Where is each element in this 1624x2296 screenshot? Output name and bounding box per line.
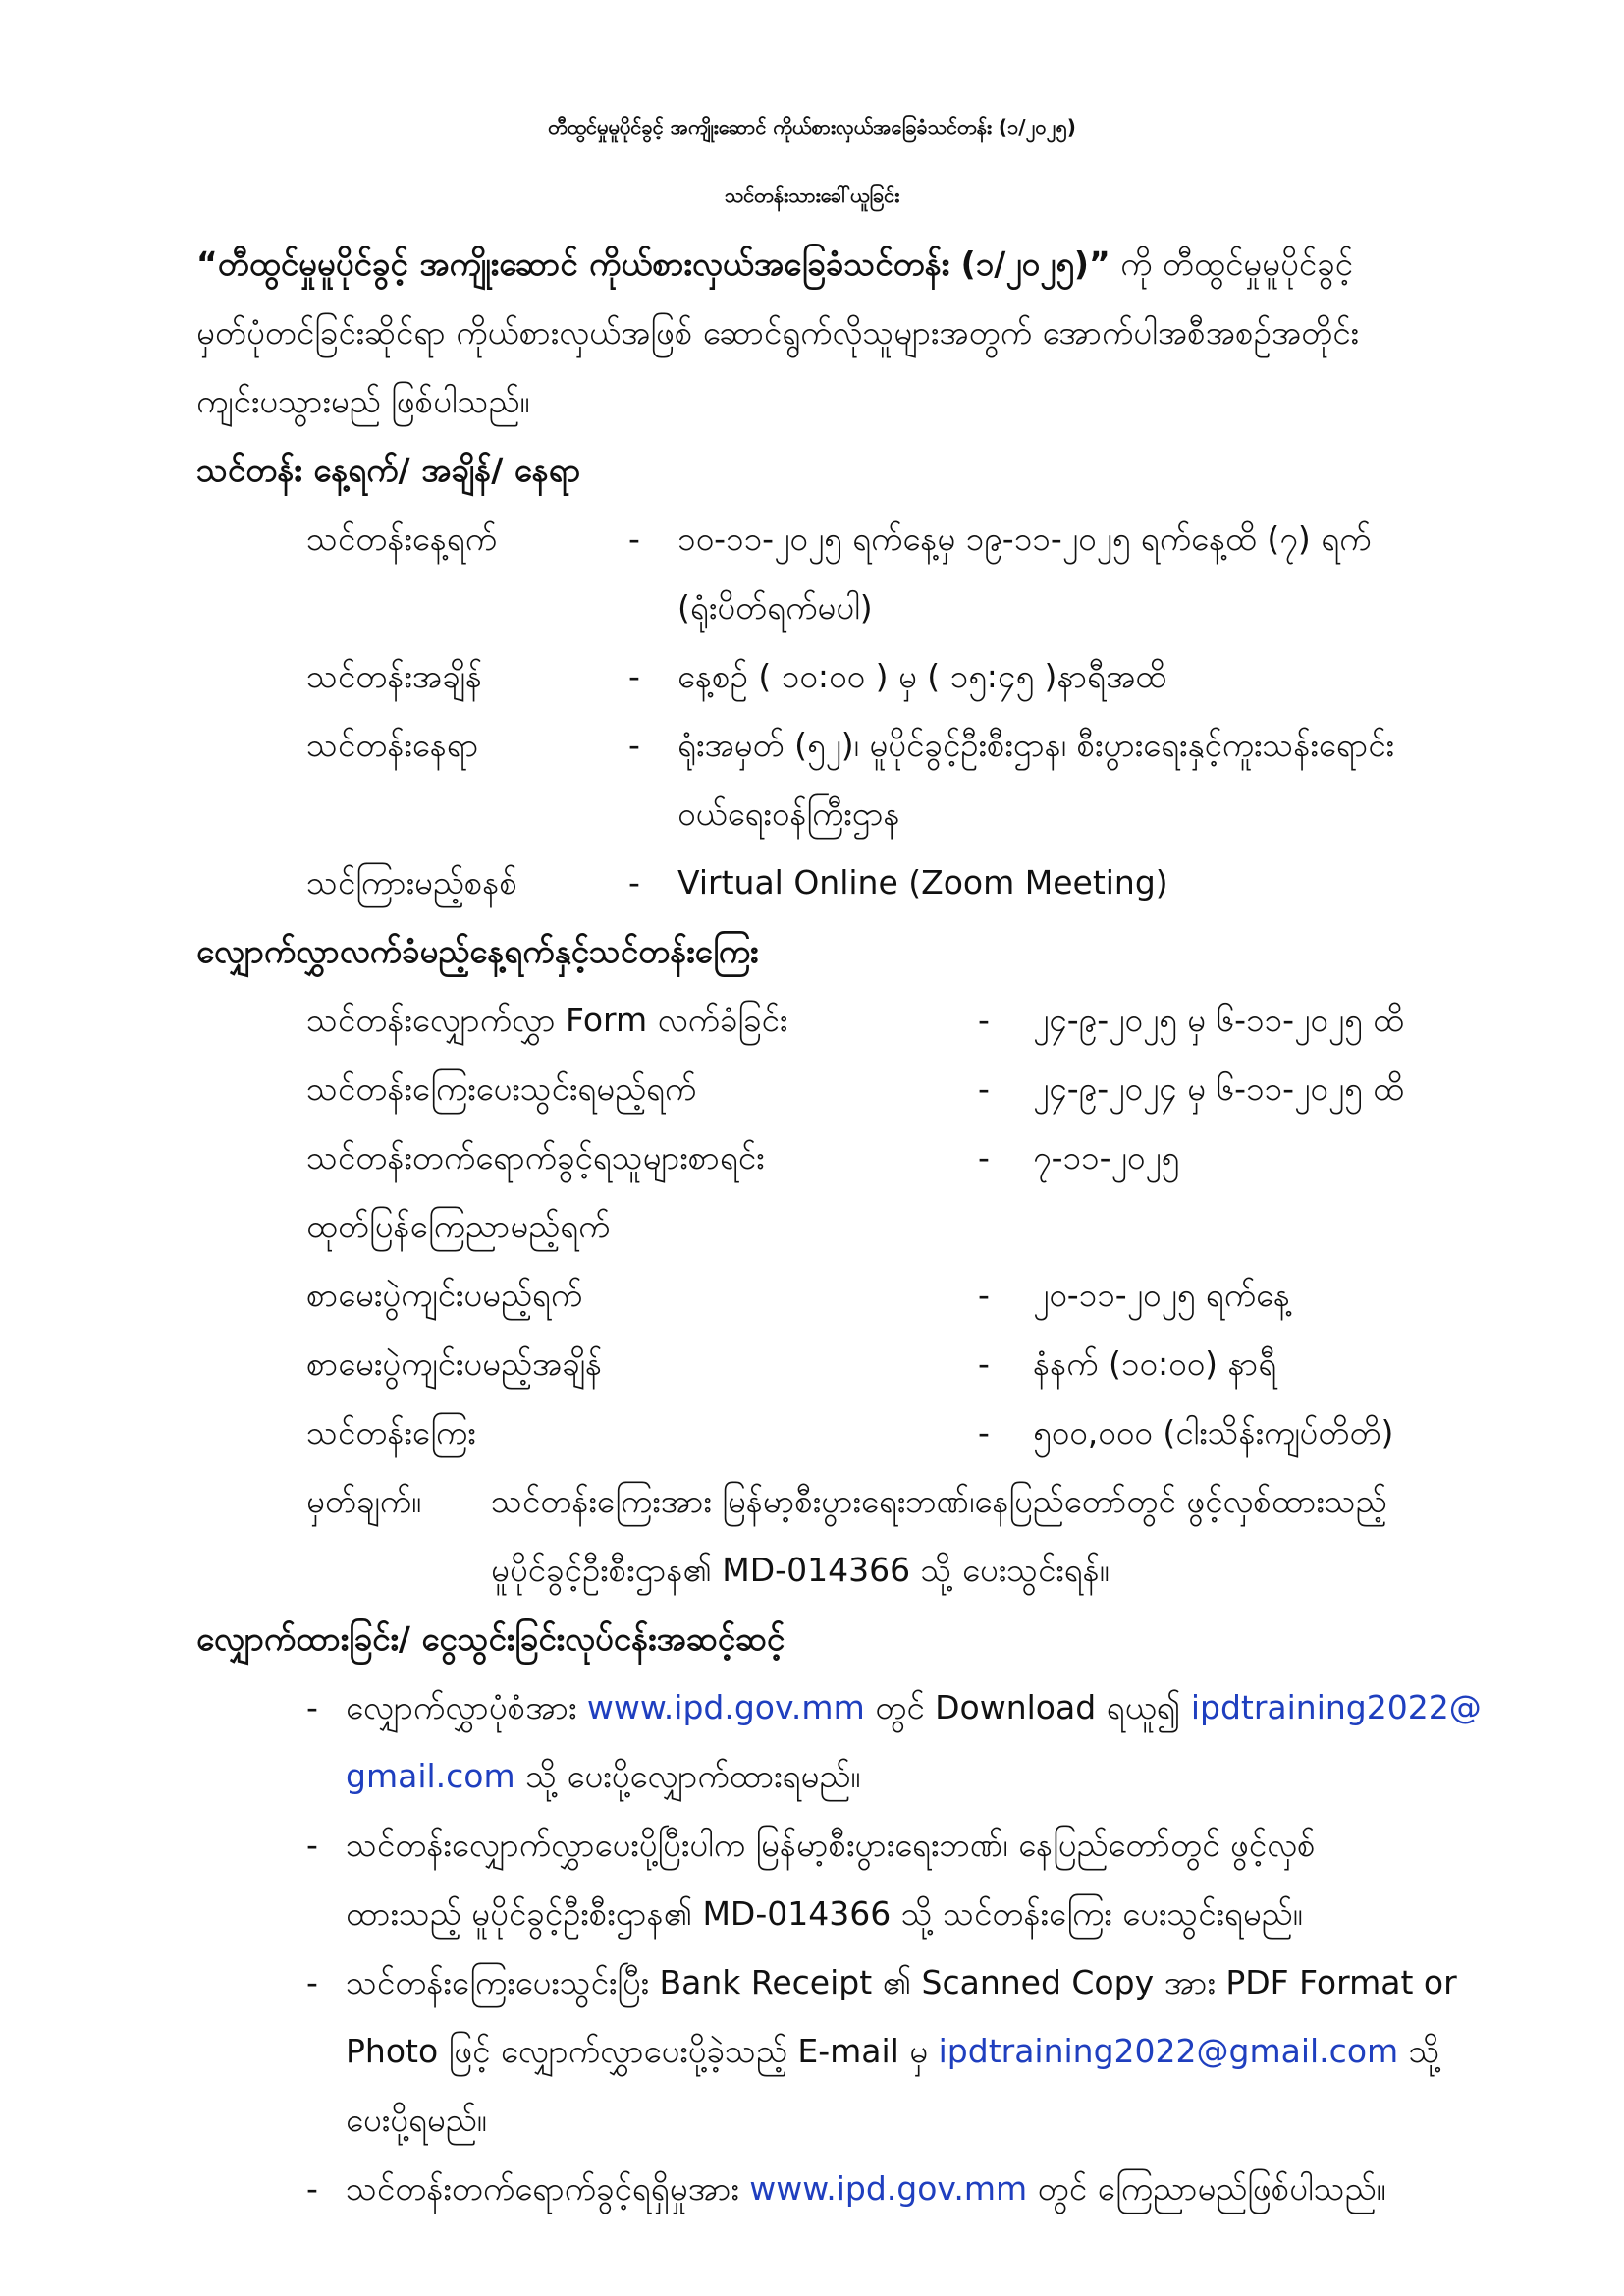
training-email-link[interactable]: ipdtraining2022@gmail.com	[938, 2032, 1399, 2070]
bullet-1-text-a: လျှောက်လွှာပုံစံအား	[346, 1688, 587, 1726]
fee-label-list: သင်တန်းတက်ရောက်ခွင့်ရသူများစာရင်း	[306, 1138, 765, 1176]
schedule-value-dates-note: (ရုံးပိတ်ရက်မပါ)	[677, 588, 873, 627]
document-subtitle: သင်တန်းသားခေါ်ယူခြင်း	[724, 184, 900, 207]
fee-value-list: ၇-၁၁-၂၀၂၅	[1033, 1138, 1180, 1176]
bullet-3-text-b: သို့	[1398, 2032, 1440, 2070]
fee-label-amount: သင်တန်းကြေး	[306, 1413, 476, 1451]
schedule-value-venue: ရုံးအမှတ် (၅၂)၊ မူပိုင်ခွင့်ဦးစီးဌာန၊ စီးပွားရေးနှင့်ကူးသန်းရောင်း	[677, 726, 1394, 764]
bullet-3-dash: -	[306, 1963, 318, 2001]
bullet-3-line-2	[346, 2029, 1440, 2074]
intro-line-3: ကျင်းပသွားမည် ဖြစ်ပါသည်။	[196, 382, 530, 420]
bullet-4-dash: -	[306, 2169, 318, 2208]
bullet-3-line-3: ပေးပို့ရမည်။	[346, 2101, 487, 2139]
section-heading-schedule: သင်တန်း နေ့ရက်/ အချိန်/ နေရာ	[196, 451, 581, 489]
fee-label-payment-date: သင်တန်းကြေးပေးသွင်းရမည့်ရက်	[306, 1069, 697, 1108]
schedule-dash-dates: -	[628, 519, 640, 558]
note-line-1: သင်တန်းကြေးအား မြန်မာ့စီးပွားရေးဘဏ်၊နေပြည်တော်တွင် ဖွင့်လှစ်ထားသည့်	[491, 1482, 1387, 1520]
fee-value-amount: ၅၀၀,၀၀၀ (ငါးသိန်းကျပ်တိတိ)	[1033, 1413, 1394, 1451]
training-email-link-part2[interactable]: gmail.com	[346, 1757, 515, 1795]
schedule-value-mode: Virtual Online (Zoom Meeting)	[677, 863, 1168, 902]
fee-label-announce: ထုတ်ပြန်ကြေညာမည့်ရက်	[306, 1207, 611, 1245]
fee-label-exam-time: စာမေးပွဲကျင်းပမည့်အချိန်	[306, 1344, 603, 1383]
bullet-1-dash: -	[306, 1688, 318, 1726]
schedule-dash-venue: -	[628, 726, 640, 764]
schedule-label-venue: သင်တန်းနေရာ	[306, 726, 479, 764]
fee-dash-form: -	[978, 1001, 990, 1039]
fee-value-exam-date: ၂၀-၁၁-၂၀၂၅ ရက်နေ့	[1033, 1276, 1290, 1314]
schedule-label-dates: သင်တန်းနေ့ရက်	[306, 519, 498, 558]
ipd-website-link[interactable]: www.ipd.gov.mm	[586, 1688, 865, 1726]
fee-value-payment-date: ၂၄-၉-၂၀၂၄ မှ ၆-၁၁-၂၀၂၅ ထိ	[1033, 1069, 1404, 1108]
bullet-1-text-b: တွင် Download ရယူ၍	[864, 1688, 1191, 1726]
intro-line-1	[196, 242, 1353, 287]
bullet-4-line-1	[346, 2166, 1386, 2212]
fee-value-exam-time: နံနက် (၁၀:၀၀) နာရီ	[1033, 1344, 1277, 1383]
bullet-4-text-a: သင်တန်းတက်ရောက်ခွင့်ရရှိမှုအား	[346, 2169, 750, 2208]
bullet-1-line-2	[346, 1754, 860, 1799]
schedule-dash-time: -	[628, 657, 640, 695]
schedule-value-venue-cont: ဝယ်ရေးဝန်ကြီးဌာန	[677, 794, 900, 833]
schedule-label-time: သင်တန်းအချိန်	[306, 657, 482, 695]
fee-dash-exam-time: -	[978, 1344, 990, 1383]
schedule-value-dates: ၁၀-၁၁-၂၀၂၅ ရက်နေ့မှ ၁၉-၁၁-၂၀၂၅ ရက်နေ့ထိ (၇) ရက်	[677, 519, 1372, 558]
fee-label-form: သင်တန်းလျှောက်လွှာ Form လက်ခံခြင်း	[306, 1001, 788, 1039]
fee-dash-list: -	[978, 1138, 990, 1176]
bullet-3-line-1: သင်တန်းကြေးပေးသွင်းပြီး Bank Receipt ၏ Scanned Copy အား PDF Format or	[346, 1963, 1457, 2001]
section-heading-application-fee: လျှောက်လွှာလက်ခံမည့်နေ့ရက်နှင့်သင်တန်းကြေး	[196, 932, 759, 970]
bullet-1-text-c: သို့ ပေးပို့လျှောက်ထားရမည်။	[514, 1757, 861, 1795]
bullet-1-line-1	[346, 1685, 1482, 1730]
note-line-2: မူပိုင်ခွင့်ဦးစီးဌာန၏ MD-014366 သို့ ပေးသွင်းရန်။	[491, 1551, 1110, 1589]
fee-label-exam-date: စာမေးပွဲကျင်းပမည့်ရက်	[306, 1276, 583, 1314]
fee-dash-payment-date: -	[978, 1069, 990, 1108]
bullet-4-text-b: တွင် ကြေညာမည်ဖြစ်ပါသည်။	[1027, 2169, 1386, 2208]
training-email-link-part1[interactable]: ipdtraining2022@	[1190, 1688, 1482, 1726]
fee-value-form: ၂၄-၉-၂၀၂၅ မှ ၆-၁၁-၂၀၂၅ ထိ	[1033, 1001, 1404, 1039]
bullet-2-line-2: ထားသည့် မူပိုင်ခွင့်ဦးစီးဌာန၏ MD-014366 သို့ သင်တန်းကြေး ပေးသွင်းရမည်။	[346, 1894, 1303, 1933]
schedule-label-mode: သင်ကြားမည့်စနစ်	[306, 863, 517, 902]
intro-line-2: မှတ်ပုံတင်ခြင်းဆိုင်ရာ ကိုယ်စားလှယ်အဖြစ် ဆောင်ရွက်လိုသူများအတွက် အောက်ပါအစီအစဉ်အတိုင်း	[196, 313, 1359, 352]
schedule-value-time: နေ့စဉ် ( ၁၀:၀၀ ) မှ ( ၁၅:၄၅ )နာရီအထိ	[677, 657, 1167, 695]
schedule-dash-mode: -	[628, 863, 640, 902]
bullet-2-line-1: သင်တန်းလျှောက်လွှာပေးပို့ပြီးပါက မြန်မာ့စီးပွားရေးဘဏ်၊ နေပြည်တော်တွင် ဖွင့်လှစ်	[346, 1826, 1316, 1864]
note-label: မှတ်ချက်။	[306, 1482, 422, 1520]
document-title: တီထွင်မှုမူပိုင်ခွင့် အကျိုးဆောင် ကိုယ်စားလှယ်အခြေခံသင်တန်း (၁/၂၀၂၅)	[548, 115, 1076, 138]
bullet-2-dash: -	[306, 1826, 318, 1864]
intro-course-name: “တီထွင်မှုမူပိုင်ခွင့် အကျိုးဆောင် ကိုယ်စားလှယ်အခြေခံသင်တန်း (၁/၂၀၂၅)”	[196, 245, 1110, 283]
ipd-website-link-2[interactable]: www.ipd.gov.mm	[749, 2169, 1028, 2208]
fee-dash-amount: -	[978, 1413, 990, 1451]
fee-dash-exam-date: -	[978, 1276, 990, 1314]
bullet-3-text-a: Photo ဖြင့် လျှောက်လွှာပေးပို့ခဲ့သည့် E-mail မှ	[346, 2032, 939, 2070]
section-heading-procedure: လျှောက်ထားခြင်း/ ငွေသွင်းခြင်းလုပ်ငန်းအဆင့်ဆင့်	[196, 1619, 785, 1658]
intro-line-1-rest: ကို တီထွင်မှုမူပိုင်ခွင့်	[1110, 245, 1353, 283]
